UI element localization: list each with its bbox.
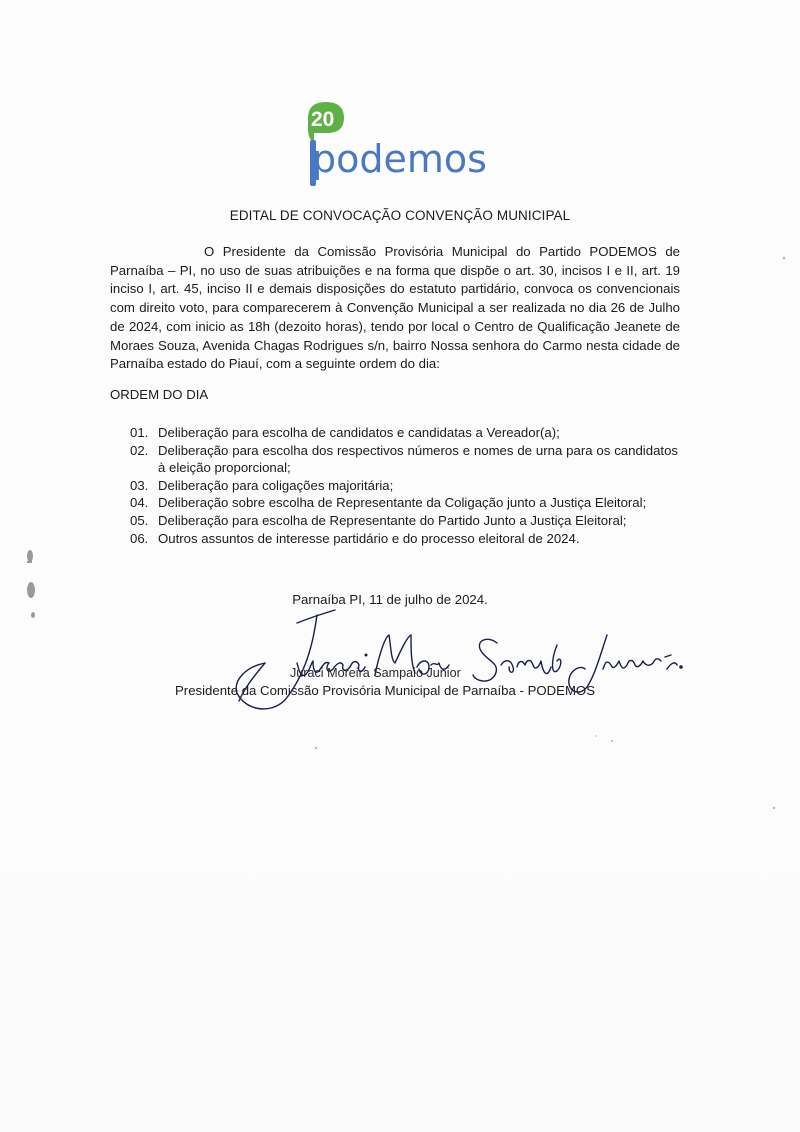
item-number: 06. (130, 530, 149, 546)
item-text: Deliberação para escolha dos respectivos números e nomes de urna para os candidatos à eleição proporcional; (158, 442, 678, 476)
handwritten-signature (225, 605, 695, 715)
list-item (130, 477, 678, 495)
item-text: Deliberação para coligações majoritária; (158, 477, 394, 493)
signer-name: Juraci Moreira Sampaio Junior (290, 666, 461, 680)
list-item (130, 442, 678, 477)
document-title: EDITAL DE CONVOCAÇÃO CONVENÇÃO MUNICIPAL (229, 208, 571, 223)
order-of-day-heading: ORDEM DO DIA (110, 387, 209, 402)
item-number: 05. (130, 512, 149, 528)
item-text: Deliberação para escolha de Representante do Partido Junto a Justiça Eleitoral; (158, 512, 627, 528)
podemos-logo (300, 100, 500, 190)
list-item (130, 494, 678, 512)
agenda-list (130, 424, 678, 547)
item-text: Outros assuntos de interesse partidário e do processo eleitoral de 2024. (158, 530, 580, 546)
signer-role: Presidente da Comissão Provisória Municipal de Parnaíba - PODEMOS (175, 683, 595, 698)
list-item (130, 424, 678, 442)
item-number: 03. (130, 477, 149, 493)
item-text: Deliberação sobre escolha de Representante da Coligação junto a Justiça Eleitoral; (158, 495, 647, 511)
date-line: Parnaíba PI, 11 de julho de 2024. (292, 592, 488, 607)
convocation-paragraph: O Presidente da Comissão Provisória Municipal do Partido PODEMOS de Parnaíba – PI, no uso de suas atribuições e na forma que dispõe o art. 30, incisos I e II, art. 19 inciso I, art. 45, inciso II e demais disposições do estatuto partidário, convoca os convencionais com direito voto, para comparecerem à Convenção Municipal a ser realizada no dia 26 de Julho de 2024, com inicio as 18h (dezoito horas), tendo por local o Centro de Qualificação Jeanete de Moraes Souza, Avenida Chagas Rodrigues s/n, bairro Nossa senhora do Carmo nesta cidade de Parnaíba estado do Piauí, com a seguinte ordem do dia: (110, 244, 680, 372)
list-item (130, 530, 678, 548)
list-item (130, 512, 678, 530)
svg-text:20: 20 (311, 108, 335, 131)
logo-wordmark: podemos (312, 137, 487, 181)
item-number: 02. (130, 442, 149, 458)
item-number: 04. (130, 495, 149, 511)
item-number: 01. (130, 425, 149, 440)
item-text: Deliberação para escolha de candidatos e candidatas a Vereador(a); (158, 425, 560, 440)
